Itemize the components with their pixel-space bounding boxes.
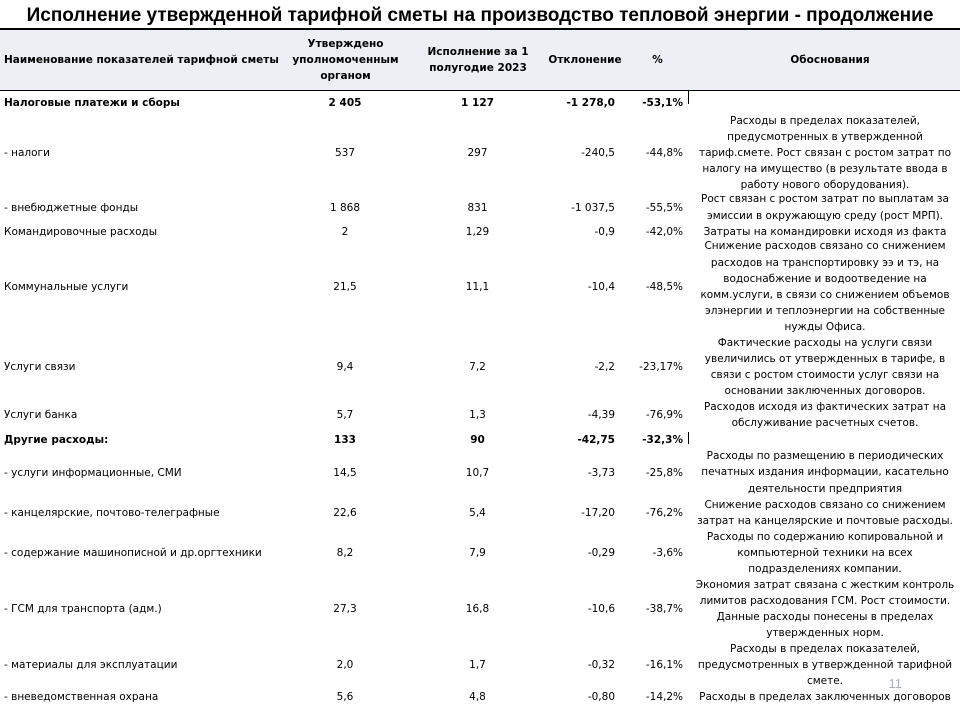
row-deviation: -4,39 [587, 409, 615, 421]
row-approved: 537 [334, 147, 356, 159]
row-percent: -44,8% [645, 147, 683, 159]
header-percent: % [652, 54, 663, 66]
row-justification: Расходы в пределах заключенных договоров [699, 690, 951, 703]
row-executed: 90 [470, 433, 485, 446]
row-justification: Фактические расходы на услуги связи увеличились от утвержденных в тарифе, в связи с ростом стоимости услуг связи на основании заключенных договоров. [704, 336, 946, 398]
row-justification: Расходы в пределах показателей, предусмотренных в утвержденной тарифной смете. [697, 642, 953, 688]
header-approved: Утверждено уполномоченным органом [292, 38, 399, 82]
row-approved: 2 [341, 226, 349, 238]
row-deviation: -42,75 [577, 433, 615, 446]
table-row [0, 431, 960, 448]
row-percent: -53,1% [642, 97, 683, 109]
table-row [0, 497, 960, 529]
row-name: Услуги банка [4, 409, 78, 421]
row-justification: Расходы по содержанию копировальной и компьютерной техники на всех подразделениях компании. [706, 530, 944, 576]
row-deviation: -10,4 [587, 281, 615, 293]
row-name: - материалы для эксплуатации [4, 659, 178, 671]
row-justification [690, 431, 960, 448]
row-approved: 5,7 [336, 409, 354, 421]
table-header [0, 30, 960, 91]
header-deviation: Отклонение [548, 54, 622, 66]
row-percent: -25,8% [645, 466, 683, 479]
row-executed: 7,2 [469, 361, 486, 373]
row-deviation: -0,29 [587, 547, 615, 559]
row-deviation: -3,73 [587, 466, 615, 479]
row-percent: -32,3% [642, 433, 683, 446]
row-justification: Экономия затрат связана с жестким контроль лимитов расходования ГСМ. Рост стоимости. Данные расходы понесены в пределах утвержденных норм. [695, 578, 955, 640]
row-deviation: -0,80 [587, 691, 615, 703]
row-name: - услуги информационные, СМИ [4, 466, 182, 479]
row-executed: 1,7 [469, 659, 486, 671]
row-percent: -76,2% [645, 507, 683, 519]
row-percent: -48,5% [645, 281, 683, 293]
row-percent: -3,6% [652, 547, 683, 559]
row-justification: Расходов исходя из фактических затрат на обслуживание расчетных счетов. [703, 400, 947, 429]
table-row [0, 191, 960, 224]
row-deviation: -1 278,0 [566, 97, 615, 109]
header-justification: Обоснования [790, 54, 870, 66]
row-justification: Расходы по размещению в периодических печатных издания информации, касательно деятельности предприятия [701, 450, 949, 495]
row-executed: 7,9 [469, 547, 486, 559]
row-executed: 11,1 [465, 281, 490, 293]
row-name: Налоговые платежи и сборы [4, 97, 180, 109]
table-row [0, 641, 960, 689]
row-deviation: -1 037,5 [571, 201, 615, 214]
row-percent: -38,7% [645, 603, 683, 615]
row-name: - ГСМ для транспорта (адм.) [4, 603, 162, 615]
table-row [0, 577, 960, 641]
row-justification [690, 91, 960, 115]
row-executed: 1,3 [469, 409, 486, 421]
table-row [0, 689, 960, 705]
percent-divider [688, 91, 689, 104]
row-deviation: -17,20 [581, 507, 615, 519]
row-executed: 1 127 [461, 97, 494, 109]
table-row [0, 529, 960, 577]
row-approved: 21,5 [333, 281, 357, 293]
row-justification: Расходы в пределах показателей, предусмотренных в утвержденной тариф.смете. Рост связан с ростом затрат по налогу на имущество (в результате ввода в работу нового оборудования). [699, 114, 951, 192]
row-name: - налоги [4, 147, 50, 159]
row-approved: 22,6 [333, 507, 357, 519]
row-approved: 27,3 [333, 603, 357, 615]
table-row [0, 91, 960, 115]
header-name: Наименование показателей тарифной сметы [4, 54, 279, 66]
row-executed: 297 [467, 147, 488, 159]
page-title: Исполнение утвержденной тарифной сметы на производство тепловой энергии - продолжение [26, 5, 934, 26]
row-approved: 1 868 [329, 201, 361, 214]
row-approved: 8,2 [336, 547, 354, 559]
row-justification: Затраты на командировки исходя из факта [703, 225, 947, 238]
row-executed: 1,29 [465, 226, 490, 238]
row-justification: Рост связан с ростом затрат по выплатам за эмиссии в окружающую среду (рост МРП). [701, 193, 949, 222]
row-justification: Снижение расходов связано со снижением затрат на канцелярские и почтовые расходы. [697, 498, 953, 527]
header-executed: Исполнение за 1 полугодие 2023 [427, 46, 529, 74]
row-executed: 4,8 [469, 691, 486, 703]
row-deviation: -0,32 [587, 659, 615, 671]
row-executed: 10,7 [465, 466, 490, 479]
row-name: - содержание машинописной и др.оргтехники [4, 547, 262, 559]
row-percent: -76,9% [645, 409, 683, 421]
row-percent: -42,0% [645, 226, 683, 238]
table-row [0, 240, 960, 334]
row-approved: 14,5 [333, 466, 357, 479]
row-approved: 5,6 [336, 691, 354, 703]
table-row [0, 399, 960, 431]
page-number: 11 [888, 676, 902, 691]
row-executed: 831 [467, 201, 488, 214]
row-name: - вневедомственная охрана [4, 691, 159, 703]
row-name: - канцелярские, почтово-телеграфные [4, 507, 220, 519]
row-executed: 16,8 [465, 603, 490, 615]
row-approved: 9,4 [336, 361, 354, 373]
row-deviation: -240,5 [581, 147, 615, 159]
percent-divider [688, 432, 689, 444]
row-percent: -16,1% [645, 659, 683, 671]
row-approved: 133 [334, 433, 356, 446]
row-name: Услуги связи [4, 361, 76, 373]
row-percent: -14,2% [645, 691, 683, 703]
table-row [0, 335, 960, 399]
row-justification: Снижение расходов связано со снижением расходов на транспортировку ээ и тэ, на водоснабжение и водоотведение на комм.услуги, в связи со снижением объемов элэнергии и теплоэнергии на собственные нужды Офиса. [700, 240, 950, 334]
row-approved: 2 405 [328, 97, 362, 109]
row-deviation: -2,2 [594, 361, 615, 373]
row-percent: -55,5% [645, 201, 683, 214]
row-name: Командировочные расходы [4, 226, 158, 238]
row-approved: 2,0 [336, 659, 354, 671]
row-name: Коммунальные услуги [4, 281, 129, 293]
row-name: - внебюджетные фонды [4, 201, 139, 214]
row-deviation: -10,6 [587, 603, 615, 615]
row-percent: -23,17% [639, 361, 683, 373]
row-executed: 5,4 [469, 507, 486, 519]
row-name: Другие расходы: [4, 433, 109, 446]
table-row [0, 448, 960, 497]
row-deviation: -0,9 [594, 226, 615, 238]
table-row [0, 115, 960, 191]
